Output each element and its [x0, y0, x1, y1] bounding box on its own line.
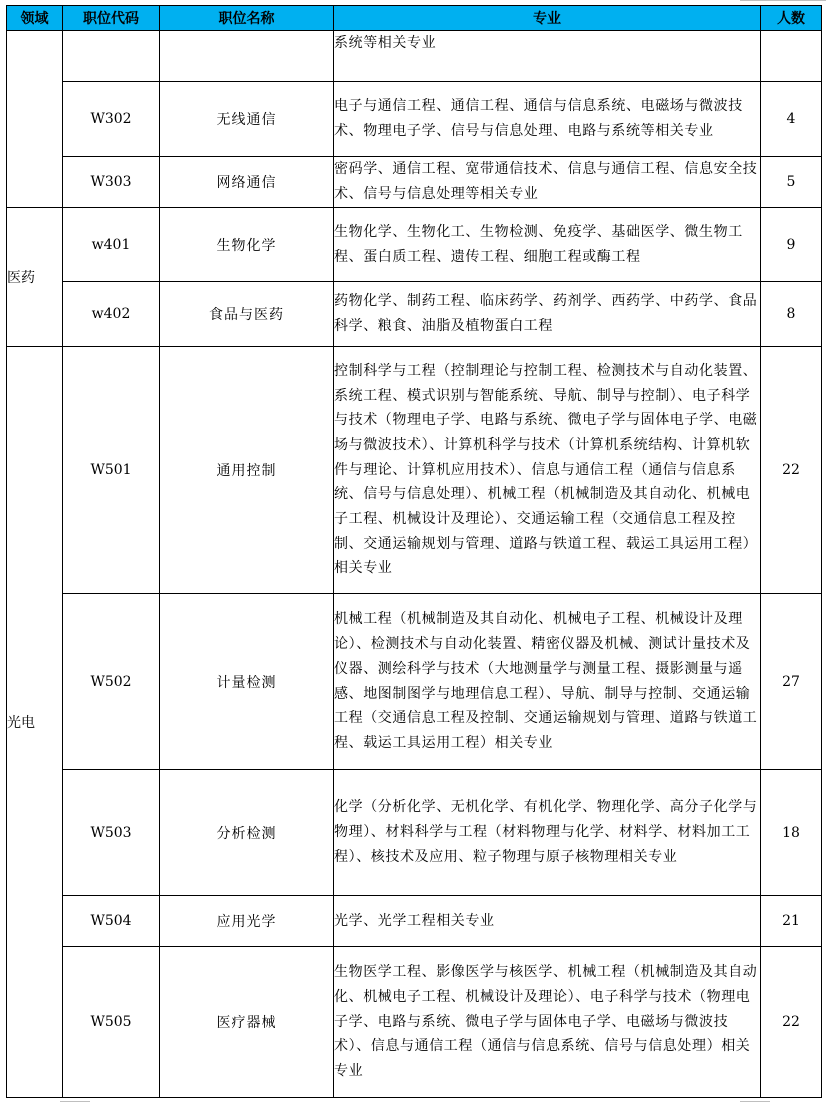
position-name: 食品与医药 — [160, 282, 334, 347]
position-code: W303 — [63, 157, 160, 208]
headcount: 18 — [761, 770, 822, 896]
headcount: 5 — [761, 157, 822, 208]
major-requirements: 电子与通信工程、通信工程、通信与信息系统、电磁场与微波技术、物理电子学、信号与信息处理、电路与系统等相关专业 — [334, 82, 761, 157]
position-name: 医疗器械 — [160, 947, 334, 1098]
major-requirements: 密码学、通信工程、宽带通信技术、信息与通信工程、信息安全技术、信号与信息处理等相关专业 — [334, 157, 761, 208]
headcount: 21 — [761, 896, 822, 947]
domain-medicine: 医药 — [7, 208, 63, 347]
table-row — [7, 347, 822, 594]
headcount: 22 — [761, 347, 822, 594]
position-name — [160, 31, 334, 82]
domain-optoelectronics: 光电 — [7, 347, 63, 1098]
table-row — [7, 157, 822, 208]
major-requirements: 系统等相关专业 — [334, 31, 761, 82]
headcount: 8 — [761, 282, 822, 347]
position-code: w402 — [63, 282, 160, 347]
positions-table — [6, 5, 822, 1098]
header-domain: 领域 — [7, 6, 63, 31]
major-requirements: 光学、光学工程相关专业 — [334, 896, 761, 947]
header-major: 专业 — [334, 6, 761, 31]
headcount: 4 — [761, 82, 822, 157]
position-name: 通用控制 — [160, 347, 334, 594]
position-name: 应用光学 — [160, 896, 334, 947]
header-position-code: 职位代码 — [63, 6, 160, 31]
position-name: 生物化学 — [160, 208, 334, 282]
position-code: W302 — [63, 82, 160, 157]
table-row — [7, 770, 822, 896]
major-requirements: 控制科学与工程（控制理论与控制工程、检测技术与自动化装置、系统工程、模式识别与智能系统、导航、制导与控制）、电子科学与技术（物理电子学、电路与系统、微电子学与固体电子学、电磁场与微波技术）、计算机科学与技术（计算机系统结构、计算机软件与理论、计算机应用技术）、信息与通信工程（通信与信息系统、信号与信息处理）、机械工程（机械制造及其自动化、机械电子工程、机械设计及理论）、交通运输工程（交通信息工程及控制、交通运输规划与管理、道路与铁道工程、载运工具运用工程）相关专业 — [334, 347, 761, 594]
position-name: 分析检测 — [160, 770, 334, 896]
position-code — [63, 31, 160, 82]
position-code: W505 — [63, 947, 160, 1098]
table-row — [7, 31, 822, 82]
headcount — [761, 31, 822, 82]
table-row — [7, 82, 822, 157]
major-requirements: 生物医学工程、影像医学与核医学、机械工程（机械制造及其自动化、机械电子工程、机械设计及理论）、电子科学与技术（物理电子学、电路与系统、微电子学与固体电子学、电磁场与微波技术）、信息与通信工程（通信与信息系统、信号与信息处理）相关专业 — [334, 947, 761, 1098]
position-name: 无线通信 — [160, 82, 334, 157]
major-requirements: 生物化学、生物化工、生物检测、免疫学、基础医学、微生物工程、蛋白质工程、遗传工程、细胞工程或酶工程 — [334, 208, 761, 282]
domain-cell-continued — [7, 31, 63, 208]
table-row — [7, 282, 822, 347]
position-name: 网络通信 — [160, 157, 334, 208]
header-position-name: 职位名称 — [160, 6, 334, 31]
headcount: 22 — [761, 947, 822, 1098]
major-requirements: 机械工程（机械制造及其自动化、机械电子工程、机械设计及理论）、检测技术与自动化装置、精密仪器及机械、测试计量技术及仪器、测绘科学与技术（大地测量学与测量工程、摄影测量与遥感、地图制图学与地理信息工程）、导航、制导与控制、交通运输工程（交通信息工程及控制、交通运输规划与管理、道路与铁道工程、载运工具运用工程）相关专业 — [334, 594, 761, 770]
major-requirements: 药物化学、制药工程、临床药学、药剂学、西药学、中药学、食品科学、粮食、油脂及植物蛋白工程 — [334, 282, 761, 347]
position-code: W504 — [63, 896, 160, 947]
position-code: w401 — [63, 208, 160, 282]
header-count: 人数 — [761, 6, 822, 31]
headcount: 27 — [761, 594, 822, 770]
major-requirements: 化学（分析化学、无机化学、有机化学、物理化学、高分子化学与物理）、材料科学与工程（材料物理与化学、材料学、材料加工工程）、核技术及应用、粒子物理与原子核物理相关专业 — [334, 770, 761, 896]
table-row — [7, 947, 822, 1098]
position-code: W503 — [63, 770, 160, 896]
bottom-page-edge — [60, 1101, 90, 1102]
position-name: 计量检测 — [160, 594, 334, 770]
position-code: W502 — [63, 594, 160, 770]
table-row — [7, 594, 822, 770]
table-row — [7, 208, 822, 282]
header-row — [7, 6, 822, 31]
bottom-page-edge — [740, 1101, 770, 1102]
headcount: 9 — [761, 208, 822, 282]
table-row — [7, 896, 822, 947]
top-page-edge — [740, 0, 826, 1]
position-code: W501 — [63, 347, 160, 594]
